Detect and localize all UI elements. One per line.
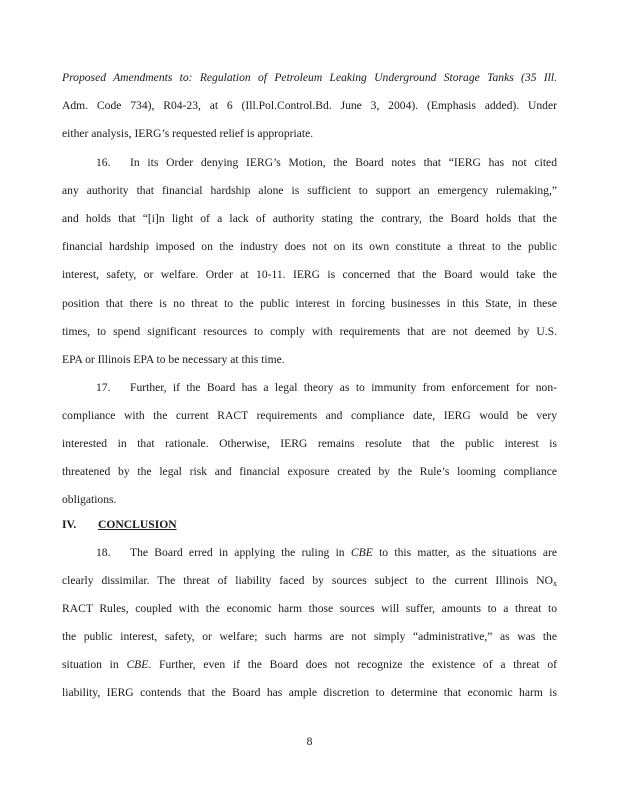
section-number: IV. <box>62 518 77 531</box>
body-line: RACT Rules, coupled with the economic harm those sources will suffer, amounts to a threat to <box>62 602 557 615</box>
body-line: obligations. <box>62 493 117 506</box>
body-line: situation in CBE. Further, even if the Board does not recognize the existence of a threat of <box>62 658 558 671</box>
paragraph-18-first-line: 18. The Board erred in applying the ruling in CBE to this matter, as the situations are <box>62 546 557 560</box>
case-name: CBE <box>350 546 373 559</box>
paragraph-16-first-line: 16. In its Order denying IERG’s Motion, the Board notes that “IERG has not cited <box>62 156 557 170</box>
body-line: clearly dissimilar. The threat of liability faced by sources subject to the current Illinois $NO_x$ <box>62 574 557 588</box>
body-line: EPA or Illinois EPA to be necessary at this time. <box>62 353 285 366</box>
paragraph-number: 18. <box>96 546 111 559</box>
body-line: threatened by the legal risk and financial exposure created by the Rule’s looming compliance <box>62 465 557 478</box>
citation-line: Adm. Code 734), R04-23, at 6 (Ill.Pol.Control.Bd. June 3, 2004). (Emphasis added). Under <box>62 99 557 112</box>
paragraph-17-first-line: 17. Further, if the Board has a legal theory as to immunity from enforcement for non- <box>62 381 557 395</box>
body-line: compliance with the current RACT requirements and compliance date, IERG would be very <box>62 409 557 422</box>
body-line: interested in that rationale. Otherwise, IERG remains resolute that the public interest is <box>62 437 557 450</box>
paragraph-number: 16. <box>96 156 111 169</box>
body-line: either analysis, IERG’s requested relief is appropriate. <box>62 127 314 140</box>
case-name: CBE <box>126 658 149 671</box>
body-line: position that there is no threat to the public interest in forcing businesses in this State, in these <box>62 297 557 310</box>
body-line: times, to spend significant resources to comply with requirements that are not deemed by U.S. <box>62 325 557 338</box>
body-line: liability, IERG contends that the Board has ample discretion to determine that economic harm is <box>62 686 557 699</box>
body-line: interest, safety, or welfare. Order at 10-11. IERG is concerned that the Board would take the <box>62 268 557 281</box>
section-title: CONCLUSION <box>98 518 177 531</box>
paragraph-number: 17. <box>96 381 111 394</box>
body-line: any authority that financial hardship alone is sufficient to support an emergency rulemaking,” <box>62 184 557 197</box>
section-heading <box>62 518 177 532</box>
body-line: and holds that “[i]n light of a lack of authority stating the contrary, the Board holds that the <box>62 212 557 225</box>
page-number: 8 <box>306 735 313 748</box>
body-line: financial hardship imposed on the industry does not on its own constitute a threat to the public <box>62 240 557 253</box>
citation-line: Proposed Amendments to: Regulation of Petroleum Leaking Underground Storage Tanks (35 Ill. <box>62 71 557 84</box>
body-line: the public interest, safety, or welfare; such harms are not simply “administrative,” as was the <box>62 630 557 643</box>
subscript: x <box>553 579 557 588</box>
